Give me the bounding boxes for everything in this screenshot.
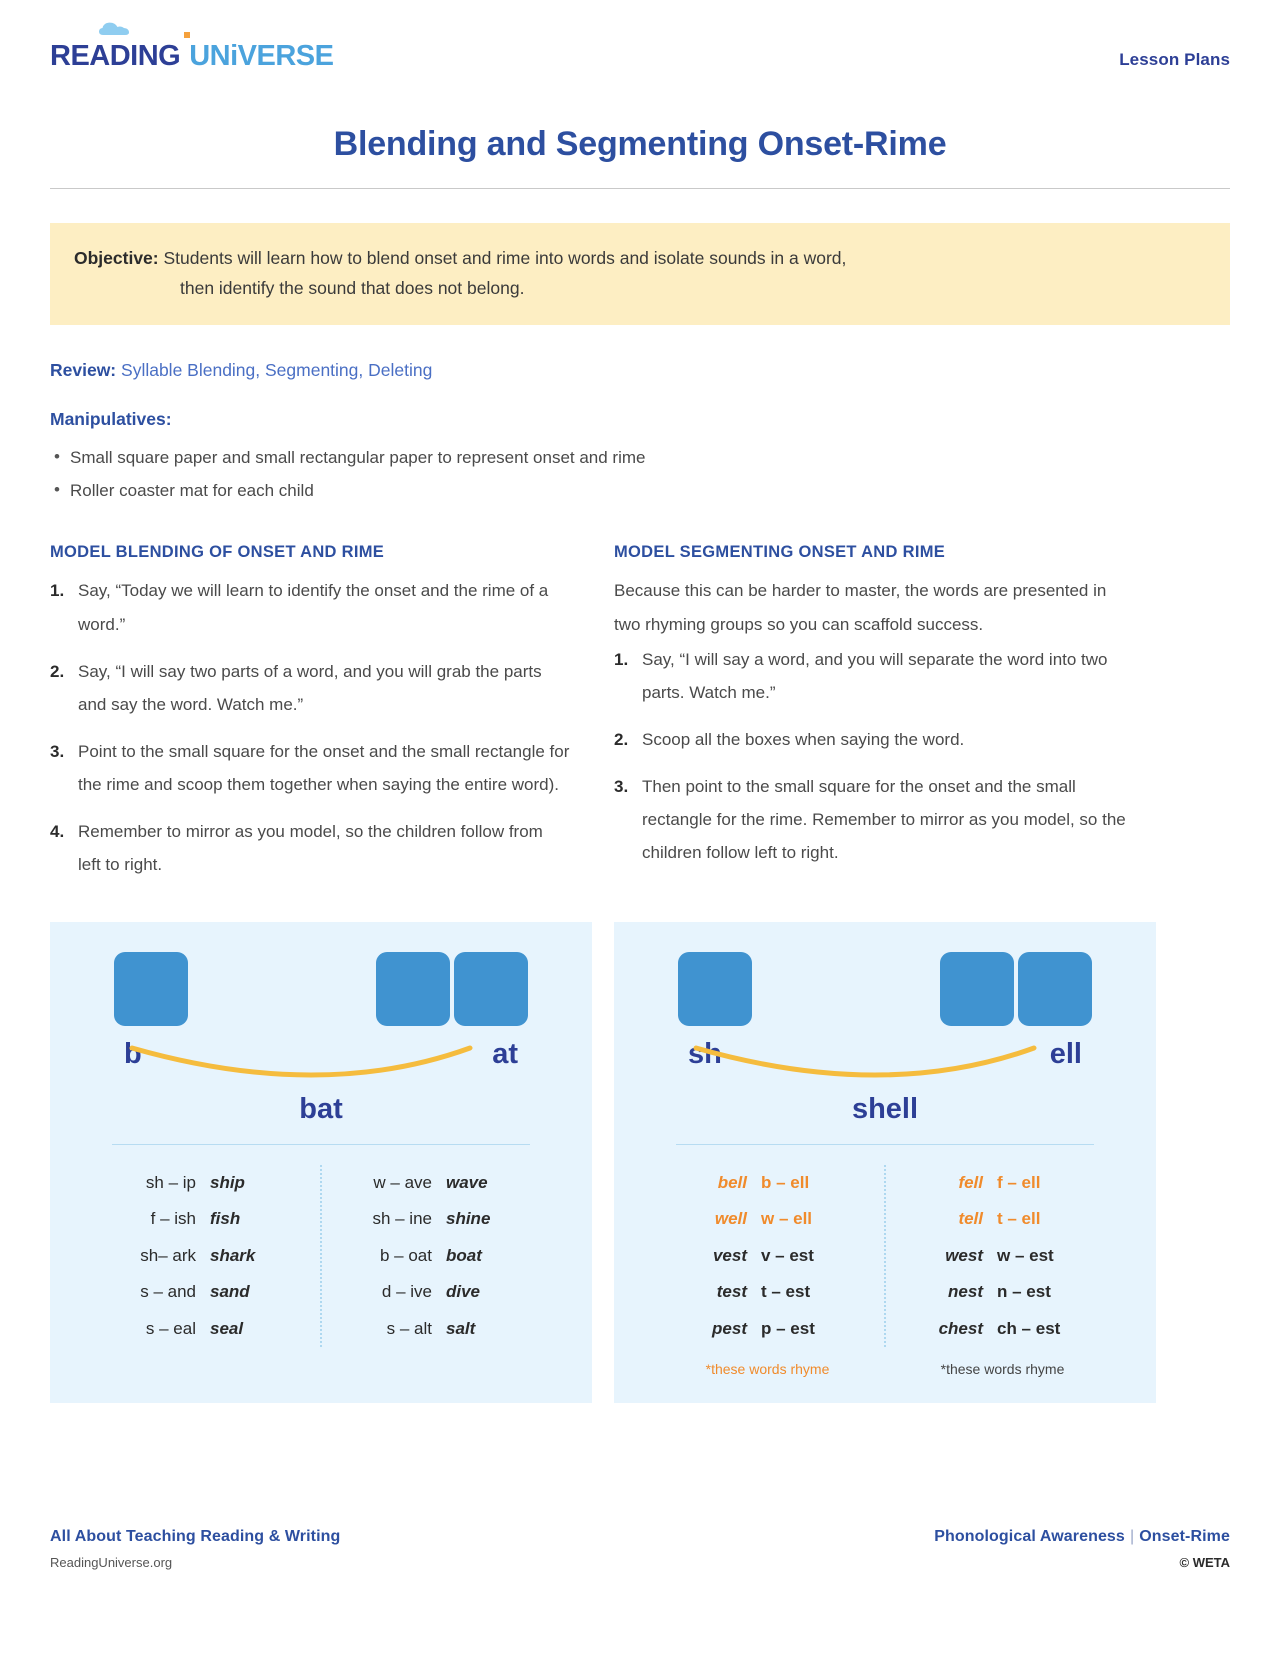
- blending-column-heading: MODEL BLENDING OF ONSET AND RIME: [50, 543, 385, 562]
- table-row: [685, 1238, 849, 1275]
- diagram-panels: [50, 922, 1230, 1404]
- table-row: [124, 1311, 282, 1348]
- word-cell: nest: [948, 1282, 983, 1302]
- list-item: [50, 574, 570, 640]
- segment-cell: w – est: [997, 1245, 1054, 1265]
- table-row: [360, 1165, 518, 1202]
- step-number: 2.: [50, 661, 65, 681]
- rime-box: [454, 952, 528, 1026]
- logo-orange-dot-icon: [184, 32, 190, 38]
- blending-steps: [50, 574, 570, 881]
- segmenting-intro-paragraph: Because this can be harder to master, the words are presented in two rhyming groups so you can scaffold success.: [614, 581, 1107, 634]
- segmenting-steps: [614, 643, 1134, 870]
- table-row: [685, 1201, 849, 1238]
- review-value: Syllable Blending, Segmenting, Deleting: [121, 360, 433, 381]
- table-row: [685, 1165, 849, 1202]
- blending-column: [50, 543, 570, 895]
- list-item: [50, 655, 570, 721]
- step-number: 2.: [614, 730, 629, 749]
- rime-box: [376, 952, 450, 1026]
- table-row: [360, 1238, 518, 1275]
- list-item: [614, 770, 1134, 869]
- cloud-icon: [97, 21, 131, 36]
- table-row: [921, 1201, 1085, 1238]
- panel-divider: [112, 1144, 530, 1145]
- segment-cell: f – ell: [997, 1172, 1041, 1192]
- logo-text-reading: READING: [50, 40, 181, 72]
- table-row: [921, 1311, 1085, 1348]
- step-text: Scoop all the boxes when saying the word.: [642, 730, 965, 749]
- word-cell: shine: [446, 1209, 491, 1229]
- segmenting-full-word: shell: [851, 1092, 919, 1125]
- word-cell: well: [714, 1209, 747, 1229]
- word-table-left-column: [86, 1165, 322, 1348]
- table-row: [124, 1201, 282, 1238]
- rime-box: [940, 952, 1014, 1026]
- manipulatives-heading: Manipulatives:: [50, 409, 172, 430]
- reading-universe-logo[interactable]: [50, 34, 334, 73]
- step-text: Then point to the small square for the onset and the small rectangle for the rime. Remember to mirror as you model, so the children follow left to right.: [642, 777, 1126, 863]
- rime-box: [1018, 952, 1092, 1026]
- footer-separator: |: [1129, 1528, 1135, 1545]
- blending-diagram-panel: [50, 922, 592, 1404]
- list-item: [50, 815, 570, 881]
- list-item: [614, 643, 1134, 709]
- segmenting-diagram-panel: [614, 922, 1156, 1404]
- segment-cell: p – est: [761, 1318, 815, 1338]
- segment-cell: b – ell: [761, 1172, 810, 1192]
- table-row: [921, 1165, 1085, 1202]
- footer-website[interactable]: ReadingUniverse.org: [50, 1555, 173, 1570]
- objective-line-1: Students will learn how to blend onset and rime into words and isolate sounds in a word,: [163, 248, 847, 268]
- step-text: Point to the small square for the onset and the small rectangle for the rime and scoop them together when saying the entire word).: [78, 742, 570, 795]
- table-row: [124, 1238, 282, 1275]
- segmenting-box-row: [640, 952, 1130, 1026]
- word-cell: ship: [210, 1172, 245, 1192]
- word-cell: seal: [210, 1318, 244, 1338]
- step-number: 4.: [50, 822, 65, 842]
- rhyme-notes-row: [640, 1347, 1130, 1377]
- table-row: [124, 1165, 282, 1202]
- objective-line-2: then identify the sound that does not belong.: [180, 278, 525, 299]
- page-title: Blending and Segmenting Onset-Rime: [333, 125, 947, 163]
- blending-full-word: bat: [299, 1092, 343, 1125]
- segmenting-column-heading: MODEL SEGMENTING ONSET AND RIME: [614, 543, 946, 562]
- segment-cell: t – ell: [997, 1209, 1041, 1229]
- step-text: Remember to mirror as you model, so the children follow from left to right.: [78, 822, 543, 875]
- table-row: [921, 1238, 1085, 1275]
- panel-divider: [676, 1144, 1094, 1145]
- page-header: [50, 34, 1230, 92]
- onset-label: sh: [688, 1037, 722, 1070]
- segment-cell: s – and: [140, 1282, 196, 1302]
- step-number: 1.: [50, 581, 65, 601]
- word-cell: west: [945, 1245, 983, 1265]
- rime-label: ell: [1049, 1037, 1082, 1070]
- step-number: 3.: [50, 742, 65, 761]
- word-table-right-column: [886, 1165, 1120, 1348]
- title-divider: [50, 188, 1230, 189]
- instruction-columns: [50, 543, 1230, 895]
- word-cell: vest: [712, 1245, 747, 1265]
- list-item: • Small square paper and small rectangular paper to represent onset and rime: [50, 442, 1230, 475]
- logo-text-universe: UNiVERSE: [189, 40, 334, 72]
- table-row: [685, 1274, 849, 1311]
- word-cell: salt: [446, 1318, 476, 1338]
- footer-category: Phonological Awareness: [934, 1528, 1125, 1545]
- footer-copyright: © WETA: [1179, 1555, 1230, 1570]
- rime-box-group: [376, 952, 528, 1026]
- word-cell: boat: [446, 1245, 482, 1265]
- word-cell: tell: [958, 1209, 983, 1229]
- table-row: [360, 1201, 518, 1238]
- page-footer: [50, 1528, 1230, 1570]
- rime-box-group: [940, 952, 1092, 1026]
- segment-cell: d – ive: [381, 1282, 432, 1302]
- segment-cell: w – ell: [761, 1209, 813, 1229]
- segment-cell: f – ish: [150, 1209, 196, 1229]
- segment-cell: sh – ine: [372, 1209, 432, 1229]
- word-cell: wave: [446, 1172, 488, 1192]
- segmenting-word-table: [640, 1165, 1130, 1348]
- list-item: [614, 723, 1134, 756]
- word-table-left-column: [650, 1165, 886, 1348]
- segment-cell: v – est: [761, 1245, 814, 1265]
- review-line: [50, 360, 1230, 381]
- segment-cell: ch – est: [997, 1318, 1061, 1338]
- segmenting-box-labels: [640, 1038, 1130, 1071]
- step-number: 3.: [614, 777, 629, 797]
- blending-box-labels: [76, 1038, 566, 1071]
- lesson-plans-link[interactable]: Lesson Plans: [1119, 50, 1230, 69]
- objective-label: Objective:: [74, 248, 159, 268]
- review-label: Review:: [50, 360, 117, 381]
- onset-box: [114, 952, 188, 1026]
- footer-title: All About Teaching Reading & Writing: [50, 1528, 341, 1545]
- word-cell: bell: [717, 1172, 747, 1192]
- segment-cell: n – est: [997, 1282, 1051, 1302]
- word-cell: dive: [446, 1282, 481, 1302]
- onset-box: [678, 952, 752, 1026]
- step-number: 1.: [614, 649, 629, 669]
- onset-label: b: [124, 1037, 142, 1070]
- segment-cell: s – alt: [386, 1318, 432, 1338]
- list-item: [50, 735, 570, 801]
- word-cell: fish: [210, 1209, 241, 1229]
- word-cell: fell: [958, 1172, 983, 1192]
- word-cell: pest: [712, 1318, 747, 1338]
- word-table-right-column: [322, 1165, 556, 1348]
- footer-right: [934, 1528, 1230, 1570]
- footer-breadcrumb: [934, 1528, 1230, 1546]
- manipulatives-list: [50, 442, 1230, 507]
- table-row: [360, 1311, 518, 1348]
- segment-cell: w – ave: [373, 1172, 432, 1192]
- segment-cell: sh – ip: [145, 1172, 196, 1192]
- segment-cell: sh– ark: [140, 1245, 196, 1265]
- word-cell: sand: [210, 1282, 250, 1302]
- step-text: Say, “I will say two parts of a word, and you will grab the parts and say the word. Watch me.”: [78, 661, 542, 714]
- blending-word-table: [76, 1165, 566, 1348]
- table-row: [921, 1274, 1085, 1311]
- step-text: Say, “Today we will learn to identify the onset and the rime of a word.”: [78, 581, 549, 634]
- segment-cell: s – eal: [145, 1318, 196, 1338]
- table-row: [360, 1274, 518, 1311]
- segment-cell: b – oat: [380, 1245, 432, 1265]
- word-cell: shark: [210, 1245, 256, 1265]
- blending-box-row: [76, 952, 566, 1026]
- footer-subcategory: Onset-Rime: [1139, 1528, 1230, 1545]
- rhyme-note-right: *these words rhyme: [940, 1361, 1065, 1378]
- word-cell: test: [716, 1282, 747, 1302]
- rime-label: at: [492, 1037, 518, 1070]
- objective-box: [50, 223, 1230, 325]
- word-cell: chest: [938, 1318, 983, 1338]
- list-item: • Roller coaster mat for each child: [50, 475, 1230, 508]
- table-row: [685, 1311, 849, 1348]
- table-row: [124, 1274, 282, 1311]
- rhyme-note-left: *these words rhyme: [705, 1361, 830, 1378]
- segment-cell: t – est: [761, 1282, 811, 1302]
- segmenting-column: [614, 543, 1134, 895]
- step-text: Say, “I will say a word, and you will separate the word into two parts. Watch me.”: [642, 649, 1108, 702]
- footer-left: [50, 1528, 340, 1570]
